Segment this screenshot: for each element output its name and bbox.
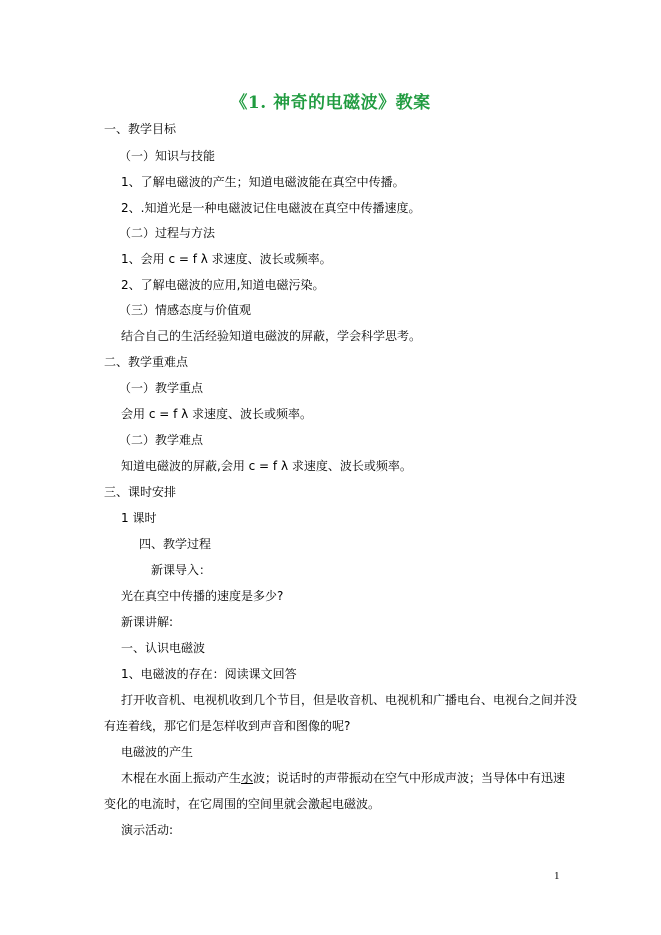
section-heading: 三、课时安排 — [104, 485, 177, 499]
section-heading: 一、教学目标 — [104, 122, 177, 136]
subsection-heading: （二）教学难点 — [119, 433, 204, 447]
text-line: 结合自己的生活经验知道电磁波的屏蔽，学会科学思考。 — [121, 329, 422, 343]
text-line: 光在真空中传播的速度是多少? — [121, 589, 284, 603]
text-line: 有连着线，那它们是怎样收到声音和图像的呢? — [104, 719, 351, 733]
underlined-word: 水 — [241, 771, 254, 785]
text-line: 1、会用 c = f λ 求速度、波长或频率。 — [121, 252, 332, 266]
text-segment: 木棍在水面上振动产生 — [121, 771, 242, 785]
text-line: 会用 c = f λ 求速度、波长或频率。 — [121, 407, 313, 421]
text-line: 演示活动: — [121, 823, 174, 837]
text-line: 变化的电流时，在它周围的空间里就会激起电磁波。 — [104, 797, 381, 811]
text-line — [121, 770, 565, 786]
section-heading: 四、教学过程 — [139, 537, 212, 551]
page-number: 1 — [554, 870, 560, 882]
text-line: 电磁波的产生 — [121, 745, 194, 759]
text-line: 2、了解电磁波的应用,知道电磁污染。 — [121, 278, 325, 292]
text-line: 新课导入： — [151, 563, 212, 577]
text-line: 打开收音机、电视机收到几个节目，但是收音机、电视机和广播电台、电视台之间并没 — [121, 693, 578, 707]
section-heading: 二、教学重难点 — [104, 355, 189, 369]
text-line: 2、.知道光是一种电磁波记住电磁波在真空中传播速度。 — [121, 201, 421, 215]
text-segment: 波；说话时的声带振动在空气中形成声波；当导体中有迅速 — [253, 771, 566, 785]
subsection-heading: （三）情感态度与价值观 — [119, 303, 252, 317]
subsection-heading: （一）教学重点 — [119, 381, 204, 395]
text-line: 一、认识电磁波 — [121, 641, 206, 655]
subsection-heading: （一）知识与技能 — [119, 149, 216, 163]
subsection-heading: （二）过程与方法 — [119, 226, 216, 240]
text-line: 1 课时 — [121, 511, 157, 525]
text-line: 1、了解电磁波的产生；知道电磁波能在真空中传播。 — [121, 175, 405, 189]
text-line: 新课讲解: — [121, 615, 174, 629]
text-line: 1、电磁波的存在：阅读课文回答 — [121, 667, 297, 681]
text-line: 知道电磁波的屏蔽,会用 c = f λ 求速度、波长或频率。 — [121, 459, 412, 473]
page-title: 《1. 神奇的电磁波》教案 — [230, 93, 431, 113]
